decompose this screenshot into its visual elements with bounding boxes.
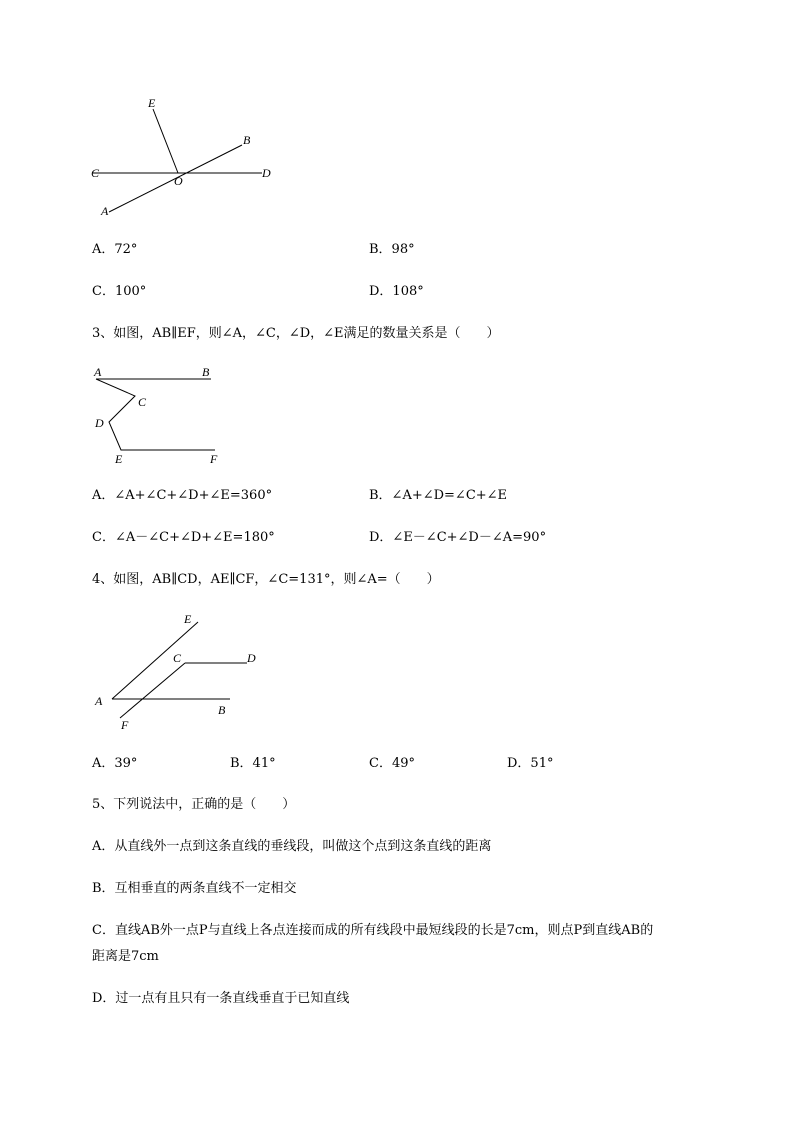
q2-option-b[interactable]: B．98° — [369, 242, 415, 257]
label-a: A — [101, 204, 109, 218]
q3-stem: 3、如图，AB∥EF，则∠A，∠C，∠D，∠E满足的数量关系是（ ） — [92, 326, 500, 341]
label-f: F — [121, 718, 129, 732]
label-b: B — [218, 703, 226, 717]
q2-option-a[interactable]: A．72° — [92, 242, 138, 257]
figure-angles-intersecting-lines — [85, 90, 285, 225]
label-f: F — [210, 452, 218, 466]
label-c: C — [91, 166, 100, 180]
line-cf — [120, 663, 185, 718]
q5-option-c-line2: 距离是7cm — [92, 949, 159, 964]
label-o: O — [174, 174, 183, 188]
label-e: E — [148, 96, 156, 110]
label-d: D — [95, 416, 104, 430]
q4-stem: 4、如图，AB∥CD，AE∥CF，∠C=131°，则∠A=（ ） — [92, 572, 440, 587]
q3-option-c[interactable]: C．∠A－∠C+∠D+∠E=180° — [92, 530, 275, 545]
q2-option-c[interactable]: C．100° — [92, 284, 147, 299]
q5-option-d[interactable]: D．过一点有且只有一条直线垂直于已知直线 — [92, 991, 350, 1006]
q5-option-b[interactable]: B．互相垂直的两条直线不一定相交 — [92, 881, 297, 896]
label-c: C — [173, 651, 182, 665]
q4-option-c[interactable]: C．49° — [369, 756, 415, 771]
q3-option-a[interactable]: A．∠A+∠C+∠D+∠E=360° — [92, 488, 273, 503]
q2-option-d[interactable]: D．108° — [369, 284, 424, 299]
figure-q3-parallel-zigzag — [88, 360, 228, 470]
q4-option-d[interactable]: D．51° — [507, 756, 554, 771]
label-e: E — [184, 612, 192, 626]
line-ae — [112, 622, 198, 699]
label-a: A — [94, 365, 102, 379]
label-b: B — [243, 133, 251, 147]
q4-option-b[interactable]: B．41° — [230, 756, 276, 771]
q5-stem: 5、下列说法中，正确的是（ ） — [92, 797, 296, 812]
label-c: C — [138, 395, 147, 409]
zigzag-path — [96, 379, 215, 450]
label-d: D — [262, 166, 271, 180]
q3-option-b[interactable]: B．∠A+∠D=∠C+∠E — [369, 488, 508, 503]
q4-option-a[interactable]: A．39° — [92, 756, 138, 771]
label-b: B — [202, 365, 210, 379]
label-d: D — [247, 651, 256, 665]
label-e: E — [115, 452, 123, 466]
q5-option-c-line1[interactable]: C．直线AB外一点P与直线上各点连接而成的所有线段中最短线段的长是7cm，则点P到直线AB的 — [92, 923, 654, 938]
ray-oe — [153, 109, 178, 173]
label-a: A — [95, 694, 103, 708]
figure-q4-parallel-lines — [90, 606, 270, 736]
q5-option-a[interactable]: A．从直线外一点到这条直线的垂线段，叫做这个点到这条直线的距离 — [92, 839, 492, 854]
q3-option-d[interactable]: D．∠E－∠C+∠D－∠A=90° — [369, 530, 547, 545]
